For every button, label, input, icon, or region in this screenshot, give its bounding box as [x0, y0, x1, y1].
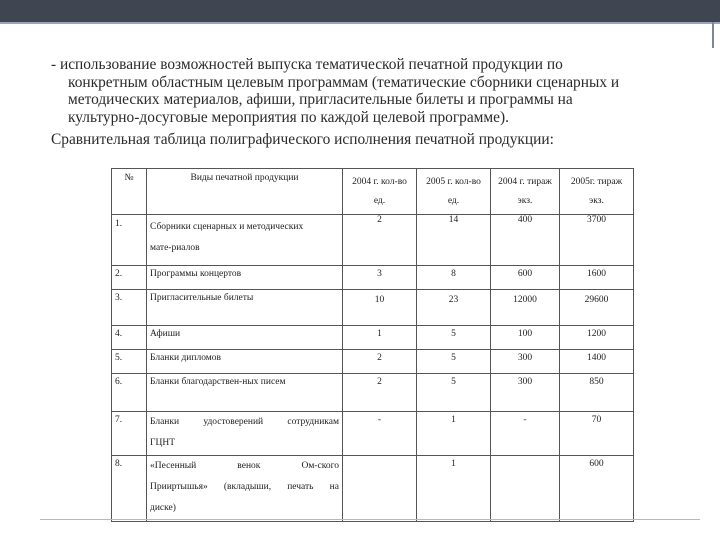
table-row [112, 350, 634, 374]
row-run-2005: 1600 [560, 266, 634, 290]
corner-frame-decoration [706, 22, 714, 48]
row-name: Сборники сценарных и методических мате-риалов [147, 215, 343, 266]
row-run-2005: 1200 [560, 326, 634, 350]
row-num: 6. [112, 374, 147, 412]
bullet-line-3: методических материалов, афиши, пригласительные билеты и программы на [68, 91, 573, 108]
row-run-2005: 1400 [560, 350, 634, 374]
row-run-2004: 300 [491, 374, 560, 412]
row-run-2005: 70 [560, 412, 634, 456]
row-qty-2005: 14 [417, 215, 491, 266]
row-qty-2004 [343, 456, 417, 522]
table-row [112, 456, 634, 522]
row-num: 4. [112, 326, 147, 350]
row-run-2004 [491, 456, 560, 522]
bullet-line-1: - использование возможностей выпуска тематической печатной продукции по [51, 56, 563, 73]
row-qty-2004: 1 [343, 326, 417, 350]
row-qty-2005: 5 [417, 374, 491, 412]
row-run-2004: 12000 [491, 290, 560, 326]
table-row [112, 290, 634, 326]
row-run-2005: 29600 [560, 290, 634, 326]
bullet-line-4: культурно-досуговые мероприятия по каждой целевой программе). [68, 108, 509, 126]
title-bar [0, 0, 720, 22]
row-qty-2005: 5 [417, 350, 491, 374]
row-run-2005: 850 [560, 374, 634, 412]
header-2004-run: 2004 г. тираж экз. [491, 169, 560, 215]
row-qty-2004: 3 [343, 266, 417, 290]
header-2005-qty: 2005 г. кол-во ед. [417, 169, 491, 215]
row-qty-2004: - [343, 412, 417, 456]
row-run-2004: 100 [491, 326, 560, 350]
row-num: 1. [112, 215, 147, 266]
header-2004-qty: 2004 г. кол-во ед. [343, 169, 417, 215]
header-kind: Виды печатной продукции [147, 169, 343, 215]
title-bar-accent-line [0, 22, 720, 24]
row-run-2005: 3700 [560, 215, 634, 266]
row-run-2005: 600 [560, 456, 634, 522]
table-row [112, 215, 634, 266]
header-num: № [112, 169, 147, 215]
table-row [112, 412, 634, 456]
row-num: 8. [112, 456, 147, 522]
row-name: Бланки удостоверений сотрудникам ГЦНТ [147, 412, 343, 456]
table-header-row [112, 169, 634, 215]
row-qty-2005: 23 [417, 290, 491, 326]
row-qty-2004: 2 [343, 350, 417, 374]
row-num: 3. [112, 290, 147, 326]
row-qty-2005: 1 [417, 456, 491, 522]
table-row [112, 266, 634, 290]
bullet-line-2: конкретным областным целевым программам (тематические сборники сценарных и [68, 73, 620, 91]
bullet-paragraph [51, 56, 620, 126]
row-qty-2004: 2 [343, 374, 417, 412]
table-intro-text: Сравнительная таблица полиграфического исполнения печатной продукции: [51, 131, 554, 148]
row-num: 2. [112, 266, 147, 290]
row-qty-2005: 5 [417, 326, 491, 350]
table-row [112, 326, 634, 350]
row-num: 5. [112, 350, 147, 374]
row-qty-2004: 2 [343, 215, 417, 266]
row-run-2004: 600 [491, 266, 560, 290]
row-name: Афиши [147, 326, 343, 350]
table-row [112, 374, 634, 412]
row-qty-2005: 8 [417, 266, 491, 290]
row-name: Бланки благодарствен-ных писем [147, 374, 343, 412]
row-num: 7. [112, 412, 147, 456]
row-run-2004: - [491, 412, 560, 456]
row-name: «Песенный венок Ом-ского Прииртышья» (вкладыши, печать на диске) [147, 456, 343, 522]
row-run-2004: 400 [491, 215, 560, 266]
row-name: Программы концертов [147, 266, 343, 290]
footer-divider [40, 519, 700, 520]
row-qty-2004: 10 [343, 290, 417, 326]
row-qty-2005: 1 [417, 412, 491, 456]
row-name: Бланки дипломов [147, 350, 343, 374]
production-comparison-table [111, 168, 634, 522]
row-run-2004: 300 [491, 350, 560, 374]
header-2005-run: 2005г. тираж экз. [560, 169, 634, 215]
row-name: Пригласительные билеты [147, 290, 343, 326]
